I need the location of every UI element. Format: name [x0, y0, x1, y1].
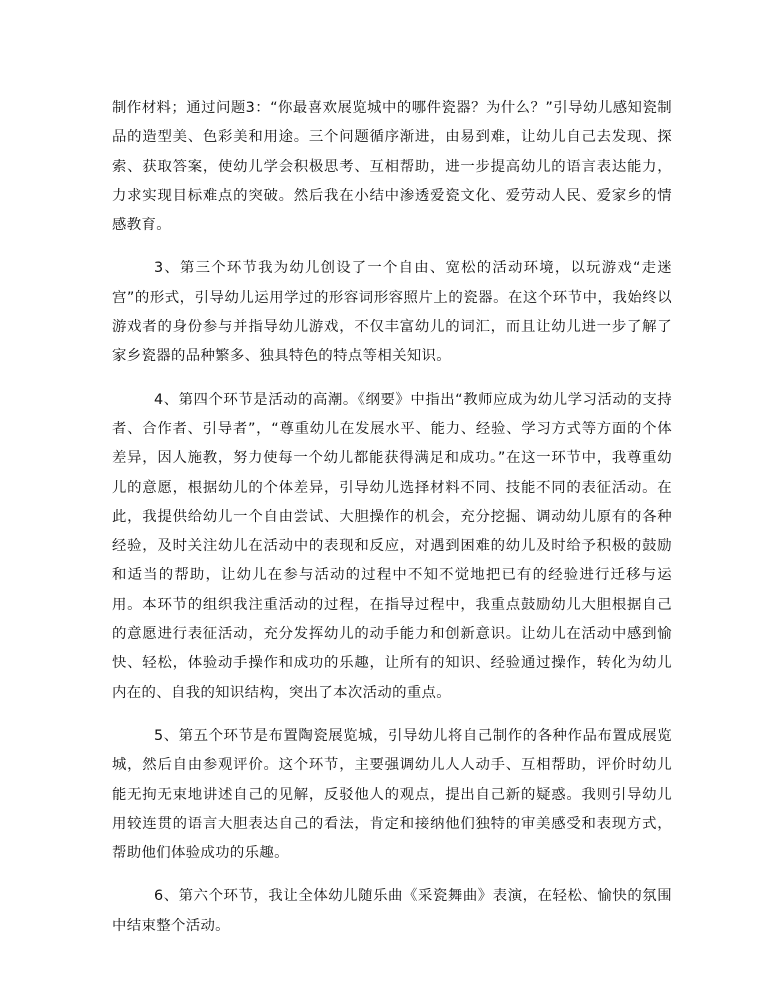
paragraph-continuation: 制作材料；通过问题3：“你最喜欢展览城中的哪件瓷器？为什么？”引导幼儿感知瓷制品的造型美、色彩美和用途。三个问题循序渐进，由易到难，让幼儿自己去发现、探索、获取答案，使幼儿学会积极思考、互相帮助，进一步提高幼儿的语言表达能力，力求实现目标难点的突破。然后我在小结中渗透爱瓷文化、爱劳动人民、爱家乡的情感教育。 [112, 100, 672, 234]
paragraph-step-4: 4、第四个环节是活动的高潮。《纲要》中指出“教师应成为幼儿学习活动的支持者、合作者、引导者”，“尊重幼儿在发展水平、能力、经验、学习方式等方面的个体差异，因人施教，努力使每一个幼儿都能获得满足和成功。”在这一环节中，我尊重幼儿的意愿，根据幼儿的个体差异，引导幼儿选择材料不同、技能不同的表征活动。在此，我提供给幼儿一个自由尝试、大胆操作的机会，充分挖掘、调动幼儿原有的各种经验，及时关注幼儿在活动中的表现和反应，对遇到困难的幼儿及时给予积极的鼓励和适当的帮助，让幼儿在参与活动的过程中不知不觉地把已有的经验进行迁移与运用。本环节的组织我注重活动的过程，在指导过程中，我重点鼓励幼儿大胆根据自己的意愿进行表征活动，充分发挥幼儿的动手能力和创新意识。让幼儿在活动中感到愉快、轻松，体验动手操作和成功的乐趣，让所有的知识、经验通过操作，转化为幼儿内在的、自我的知识结构，突出了本次活动的重点。 [112, 391, 672, 701]
paragraph-step-5: 5、第五个环节是布置陶瓷展览城，引导幼儿将自己制作的各种作品布置成展览城，然后自由参观评价。这个环节，主要强调幼儿人人动手、互相帮助，评价时幼儿能无拘无束地讲述自己的见解，反驳他人的观点，提出自己新的疑惑。我则引导幼儿用较连贯的语言大胆表达自己的看法，肯定和接纳他们独特的审美感受和表现方式，帮助他们体验成功的乐趣。 [112, 727, 672, 862]
paragraph-spacer [112, 708, 672, 722]
paragraph-step-6: 6、第六个环节，我让全体幼儿随乐曲《采瓷舞曲》表演，在轻松、愉快的氛围中结束整个活动。 [112, 888, 672, 934]
paragraph-spacer [112, 240, 672, 254]
paragraph-spacer [112, 868, 672, 882]
paragraph-step-3: 3、第三个环节我为幼儿创设了一个自由、宽松的活动环境，以玩游戏“走迷宫”的形式，引导幼儿运用学过的形容词形容照片上的瓷器。在这个环节中，我始终以游戏者的身份参与并指导幼儿游戏，不仅丰富幼儿的词汇，而且让幼儿进一步了解了家乡瓷器的品种繁多、独具特色的特点等相关知识。 [112, 260, 672, 365]
document-page [112, 94, 672, 941]
paragraph-spacer [112, 372, 672, 386]
